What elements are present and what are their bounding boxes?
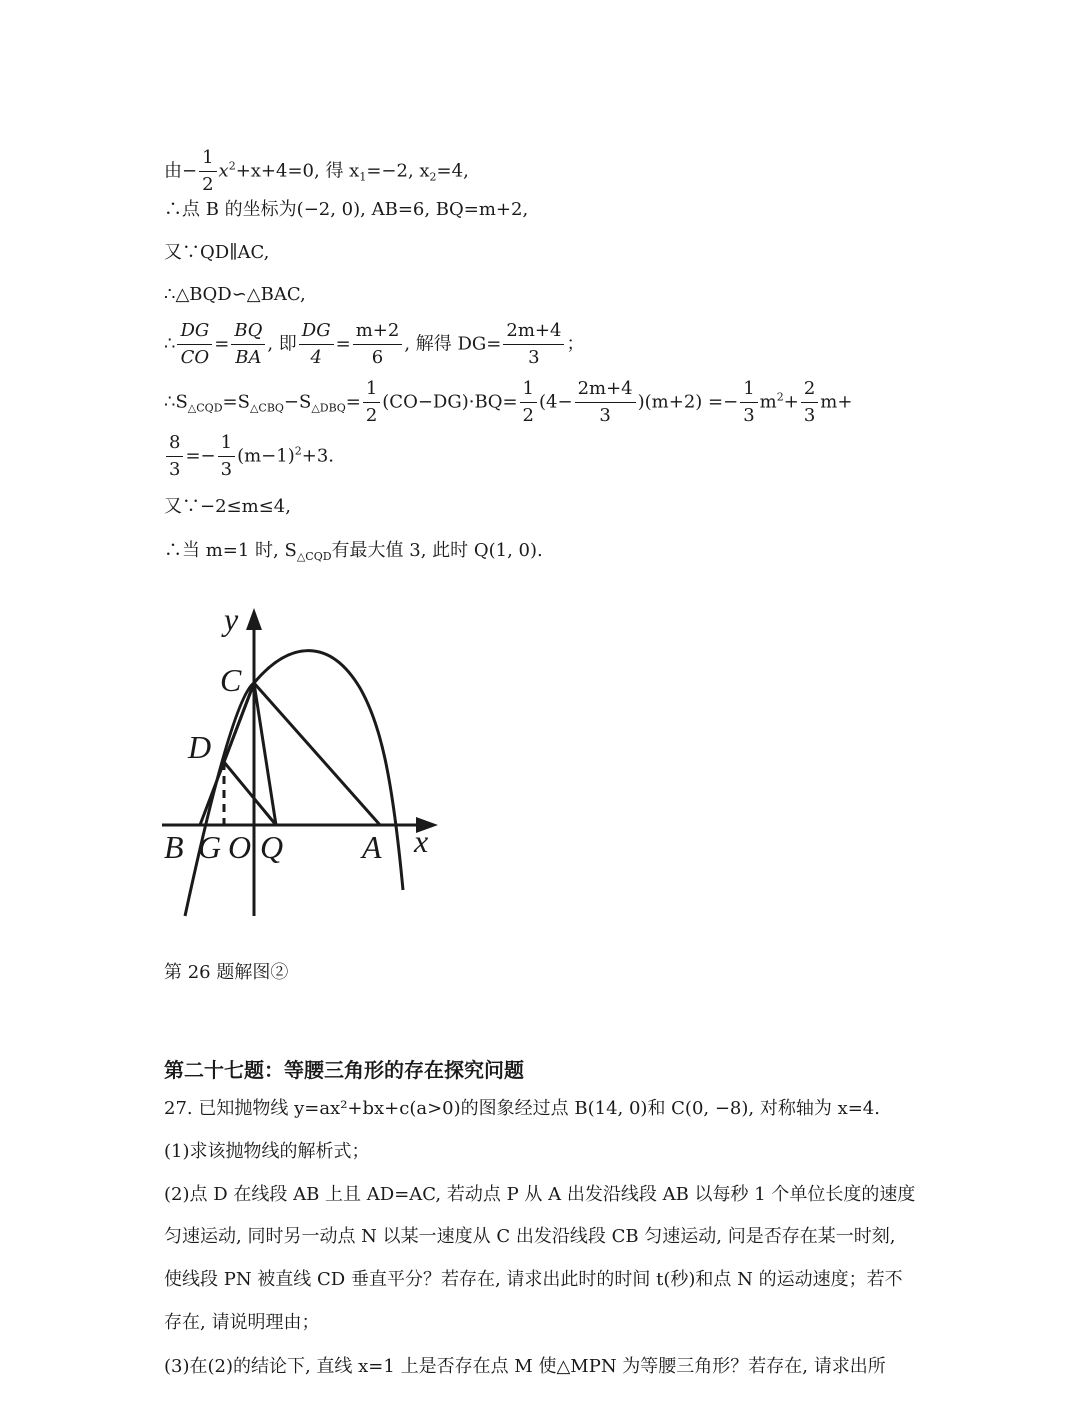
solution-line-3: 又∵QD∥AC,	[164, 242, 270, 263]
solution-line-6: $\therefore S_{\triangle CQD}=S_{\triangle CBQ}-S_{\triangle DBQ}=$ $\frac{1}{2}$ (CO−DG)·BQ= $\frac{1}{2}$ (4− $\frac{2m+4}{3}$ )(m+2) =− $\frac{1}{3}$ $m^2+$ $\frac{2}{3}$ m+	[164, 376, 852, 429]
problem-line-2: (1)求该抛物线的解析式；	[164, 1141, 370, 1162]
fraction: $\frac{DG}{4}$	[299, 318, 334, 371]
label-C: C	[220, 662, 242, 698]
problem-line-1: 27. 已知抛物线 y=ax²+bx+c(a>0)的图象经过点 B(14, 0)和 C(0, −8), 对称轴为 x=4.	[164, 1098, 880, 1119]
fraction: $\frac{1}{3}$	[740, 376, 757, 429]
label-A: A	[362, 829, 382, 865]
solution-line-4: ∴△BQD∽△BAC,	[164, 284, 306, 305]
label-D: D	[188, 729, 212, 765]
fraction: $\frac{1}{2}$	[199, 145, 216, 198]
fraction: $\frac{1}{2}$	[520, 376, 537, 429]
fraction: $\frac{2m+4}{3}$	[575, 376, 636, 429]
solution-line-5: ∴ $\frac{DG}{CO}$ = $\frac{BQ}{BA}$ , 即 $\frac{DG}{4}$ = $\frac{m+2}{6}$ , 解得 DG= $\frac{2m+4}{3}$ ；	[164, 318, 584, 371]
solution-line-1: 由− $\frac{1}{2}$ $x^2+x+4=0$, 得 $x_1=-2$, $x_2=4$,	[164, 145, 469, 198]
parabola-figure	[150, 598, 450, 928]
fraction: $\frac{1}{3}$	[218, 430, 235, 483]
fraction: $\frac{m+2}{6}$	[353, 318, 403, 371]
label-Q: Q	[260, 829, 284, 865]
problem-line-7: (3)在(2)的结论下, 直线 x=1 上是否存在点 M 使△MPN 为等腰三角形？若存在, 请求出所	[164, 1356, 886, 1377]
fraction: $\frac{8}{3}$	[166, 430, 183, 483]
figure-caption: 第 26 题解图②	[164, 962, 289, 983]
problem-line-5: 使线段 PN 被直线 CD 垂直平分？若存在, 请求出此时的时间 t(秒)和点 N 的运动速度；若不	[164, 1269, 903, 1290]
solution-line-2: ∴点 B 的坐标为(−2, 0), AB=6, BQ=m+2,	[164, 199, 529, 220]
fraction: $\frac{BQ}{BA}$	[231, 318, 265, 371]
section-heading: 第二十七题：等腰三角形的存在探究问题	[164, 1058, 524, 1082]
label-G: G	[198, 829, 222, 865]
label-O: O	[228, 829, 252, 865]
solution-line-9: ∴当 m=1 时, $S_{\triangle CQD}$有最大值 3, 此时 Q(1, 0).	[164, 540, 543, 563]
problem-line-3: (2)点 D 在线段 AB 上且 AD=AC, 若动点 P 从 A 出发沿线段 AB 以每秒 1 个单位长度的速度	[164, 1184, 916, 1205]
fraction: $\frac{DG}{CO}$	[177, 318, 212, 371]
problem-line-4: 匀速运动, 同时另一动点 N 以某一速度从 C 出发沿线段 CB 匀速运动, 问是否存在某一时刻,	[164, 1226, 896, 1247]
solution-line-7: $\frac{8}{3}$ =− $\frac{1}{3}$ $(m-1)^2+3$.	[164, 430, 334, 483]
fraction: $\frac{1}{2}$	[363, 376, 380, 429]
label-y: y	[224, 601, 239, 637]
problem-line-6: 存在, 请说明理由；	[164, 1312, 320, 1333]
y-axis-arrow	[246, 608, 262, 630]
label-B: B	[164, 829, 184, 865]
fraction: $\frac{2}{3}$	[801, 376, 818, 429]
fraction: $\frac{2m+4}{3}$	[503, 318, 564, 371]
solution-line-8: 又∵−2≤m≤4,	[164, 496, 291, 517]
label-x: x	[414, 823, 429, 859]
parabola-curve	[185, 651, 403, 916]
